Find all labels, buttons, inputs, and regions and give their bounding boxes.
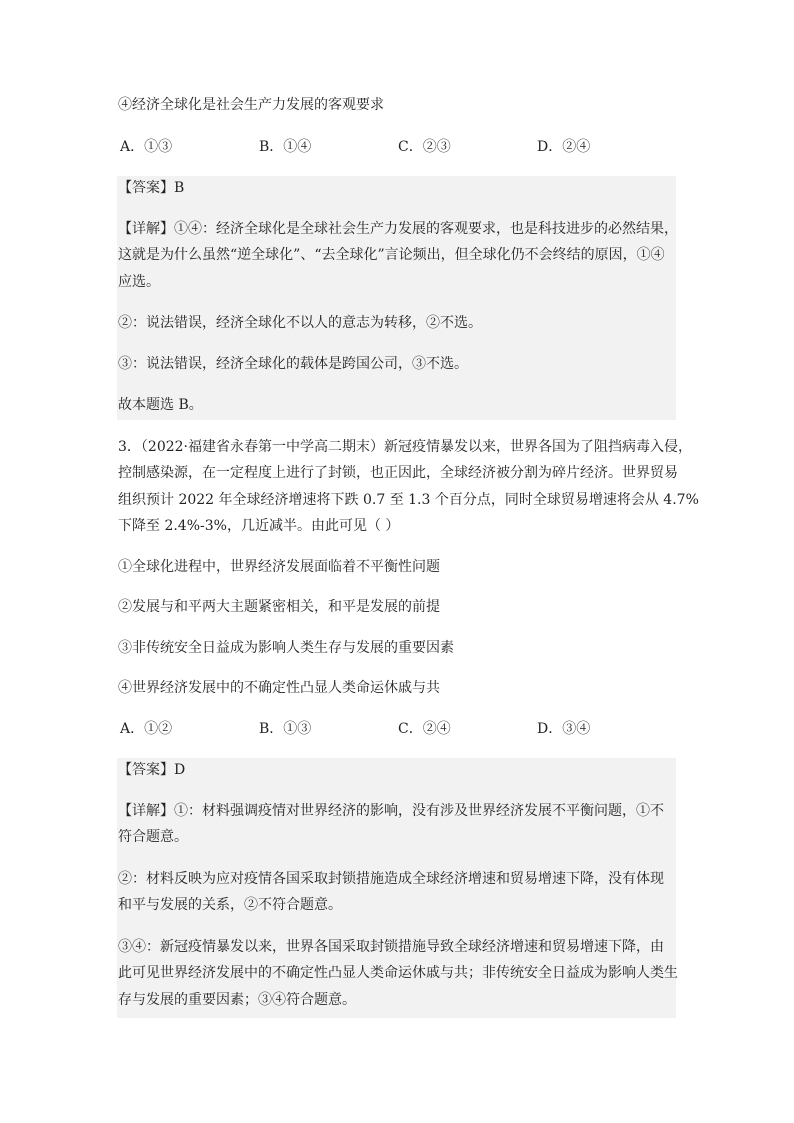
q3-detail3-line-1: ③④：新冠疫情暴发以来，世界各国采取封锁措施导致全球经济增速和贸易增速下降，由 [118, 939, 664, 955]
q2-note-3: ③：说法错误，经济全球化的载体是跨国公司，③不选。 [118, 356, 468, 372]
q3-item-4: ④世界经济发展中的不确定性凸显人类命运休戚与共 [118, 680, 440, 696]
q3-stem-line-1: 3．（2022·福建省永春第一中学高二期末）新冠疫情暴发以来，世界各国为了阻挡病毒入侵， [118, 439, 692, 455]
q2-answer: 【答案】B [118, 180, 185, 196]
q3-detail1-line-2: 符合题意。 [118, 829, 188, 845]
q3-detail2-line-2: 和平与发展的关系，②不符合题意。 [118, 897, 342, 913]
q3-item-2: ②发展与和平两大主题紧密相关，和平是发展的前提 [118, 599, 440, 615]
q3-stem-line-3: 组织预计 2022 年全球经济增速将下跌 0.7 至 1.3 个百分点，同时全球贸易增速将会从 4.7% [118, 492, 699, 508]
q3-item-1: ①全球化进程中，世界经济发展面临着不平衡性问题 [118, 559, 440, 575]
q3-detail2-line-1: ②：材料反映为应对疫情各国采取封锁措施造成全球经济增速和贸易增速下降，没有体现 [118, 871, 664, 887]
q3-detail3-line-3: 存与发展的重要因素；③④符合题意。 [118, 992, 356, 1008]
q2-conclusion: 故本题选 B。 [118, 397, 203, 413]
q3-option-c: C．②④ [398, 721, 451, 737]
q3-detail1-line-1: 【详解】①：材料强调疫情对世界经济的影响，没有涉及世界经济发展不平衡问题，①不 [118, 803, 664, 819]
q3-option-a: A．①② [120, 721, 173, 737]
q3-option-b: B．①③ [259, 721, 312, 737]
q3-stem-line-2: 控制感染源，在一定程度上进行了封锁，也正因此，全球经济被分割为碎片经济。世界贸易 [118, 465, 678, 481]
q2-note-2: ②：说法错误，经济全球化不以人的意志为转移，②不选。 [118, 315, 482, 331]
q2-option-a: A．①③ [120, 139, 173, 155]
q2-option-d: D．②④ [537, 139, 591, 155]
q2-detail-line-3: 应选。 [118, 274, 160, 290]
q2-option-c: C．②③ [398, 139, 451, 155]
q2-answer-panel [117, 176, 676, 420]
q2-item-4: ④经济全球化是社会生产力发展的客观要求 [118, 97, 384, 113]
q2-detail-line-1: 【详解】①④：经济全球化是全球社会生产力发展的客观要求，也是科技进步的必然结果， [118, 221, 678, 237]
q2-option-b: B．①④ [259, 139, 312, 155]
q3-item-3: ③非传统安全日益成为影响人类生存与发展的重要因素 [118, 640, 454, 656]
q3-detail3-line-2: 此可见世界经济发展中的不确定性凸显人类命运休戚与共；非传统安全日益成为影响人类生 [118, 965, 678, 981]
q2-detail-line-2: 这就是为什么虽然“逆全球化”、“去全球化”言论频出，但全球化仍不会终结的原因，①④ [118, 247, 665, 263]
q3-option-d: D．③④ [537, 721, 591, 737]
q3-answer: 【答案】D [118, 762, 186, 778]
q3-stem-line-4: 下降至 2.4%-3%，几近减半。由此可见（ ） [118, 518, 400, 534]
